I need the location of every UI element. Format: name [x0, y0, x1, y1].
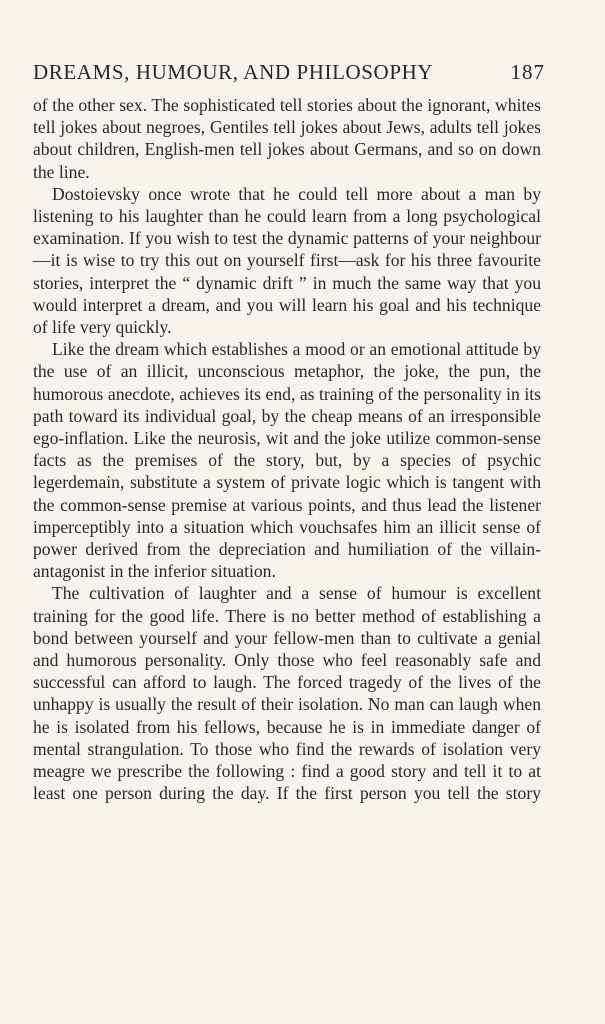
- paragraph-2: Dostoievsky once wrote that he could tell more about a man by listening to his laughter than he could learn from a long psychological examination. If you wish to test the dynamic patterns of your neighbour—it is wise to try this out on yourself first—ask for his three favourite stories, interpret the “ dynamic drift ” in much the same way that you would interpret a dream, and you will learn his goal and his technique of life very quickly.: [33, 183, 541, 338]
- running-head: DREAMS, HUMOUR, AND PHILOSOPHY: [33, 60, 434, 84]
- paragraph-1: of the other sex. The sophisticated tell stories about the ignorant, whites tell jokes about negroes, Gentiles tell jokes about Jews, adults tell jokes about children, English-men tell jokes about Germans, and so on down the line.: [33, 95, 541, 182]
- page-header: [33, 60, 545, 90]
- page-number: 187: [510, 60, 545, 84]
- paragraph-4: The cultivation of laughter and a sense of humour is excellent training for the good life. There is no better method of establishing a bond between yourself and your fellow-men than to cultivate a genial and humorous personality. Only those who feel reasonably safe and successful can afford to laugh. The forced tragedy of the lives of the unhappy is usually the result of their isolation. No man can laugh when he is isolated from his fellows, because he is in immediate danger of mental strangulation. To those who find the rewards of isolation very meagre we prescribe the following : find a good story and tell it to at least one person during the day. If the first person you tell the story: [33, 583, 541, 804]
- paragraph-3: Like the dream which establishes a mood or an emotional attitude by the use of an illicit, unconscious metaphor, the joke, the pun, the humorous anecdote, achieves its end, as training of the personality in its path toward its individual goal, by the cheap means of an irresponsible ego-inflation. Like the neurosis, wit and the joke utilize common-sense facts as the premises of the story, but, by a species of psychic legerdemain, substitute a system of private logic which is tangent with the common-sense premise at various points, and thus lead the listener imperceptibly into a situation which vouchsafes him an illicit sense of power derived from the depreciation and humiliation of the villain-antagonist in the inferior situation.: [33, 339, 541, 582]
- body-text: [33, 94, 541, 805]
